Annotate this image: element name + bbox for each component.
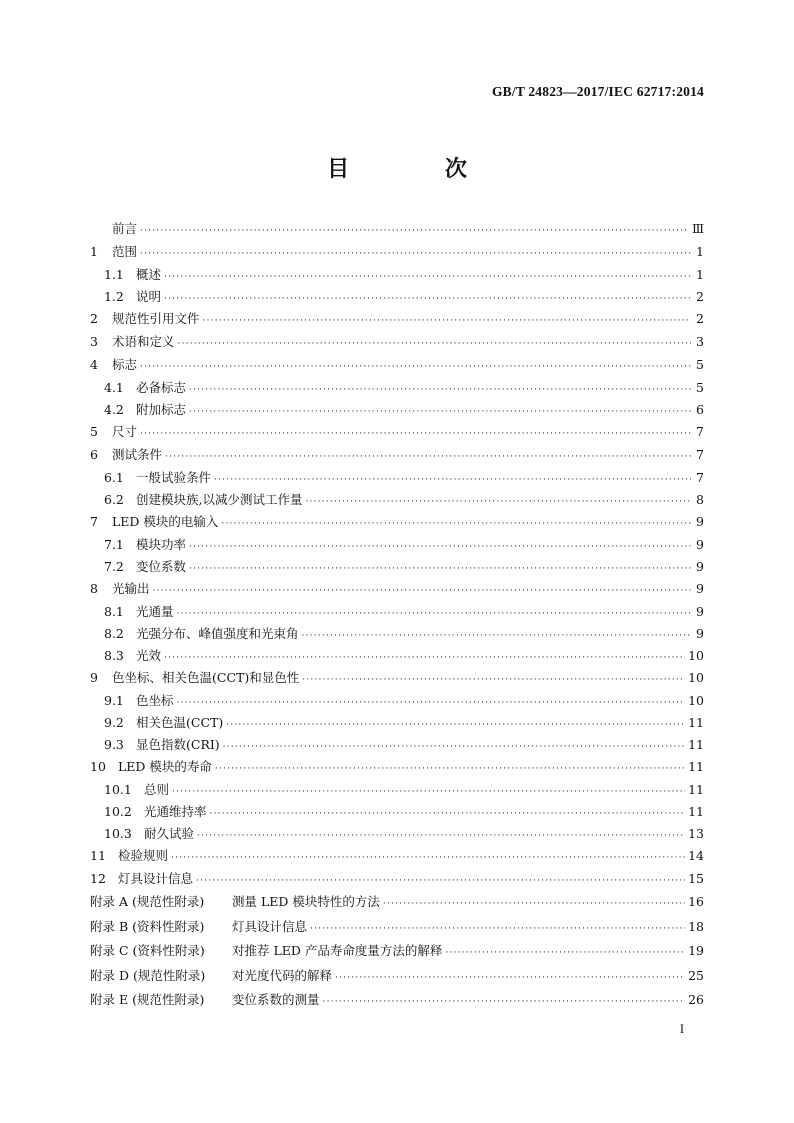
toc-entry-label: 相关色温(CCT): [136, 715, 224, 730]
toc-entry[interactable]: [90, 691, 704, 713]
toc-entry-page: 1: [696, 244, 704, 259]
toc-entry-page: 2: [696, 289, 704, 304]
toc-entry-number: 10.1: [104, 782, 132, 797]
toc-entry-number: 4.1: [104, 380, 124, 395]
toc-entry-number: 7.2: [104, 559, 124, 574]
toc-entry-number: 1.2: [104, 289, 124, 304]
toc-leader-dots: [172, 787, 685, 797]
toc-entry-label: 光通量: [136, 604, 174, 619]
toc-entry-number: 11: [90, 848, 106, 863]
toc-entry[interactable]: [90, 242, 704, 265]
toc-entry-number: 8: [90, 581, 98, 596]
toc-entry-label: LED 模块的电输入: [112, 514, 219, 529]
toc-entry[interactable]: [90, 966, 704, 991]
toc-leader-dots: [189, 385, 691, 395]
toc-leader-dots: [203, 316, 691, 326]
toc-entry-label: 光输出: [112, 581, 150, 596]
toc-entry-label: 光强分布、峰值强度和光束角: [136, 626, 299, 641]
toc-entry-page: 10: [688, 648, 704, 663]
toc-leader-dots: [323, 997, 686, 1007]
toc-entry-number: 6: [90, 447, 98, 462]
toc-entry-label: 范围: [112, 244, 138, 259]
toc-leader-dots: [210, 809, 686, 819]
toc-leader-dots: [335, 973, 685, 983]
toc-entry-page: 7: [696, 424, 704, 439]
toc-entry-number: 附录 E (规范性附录): [90, 992, 205, 1007]
toc-entry[interactable]: [90, 512, 704, 535]
standard-code: GB/T 24823—2017/IEC 62717:2014: [491, 84, 704, 99]
toc-entry-page: 11: [688, 715, 704, 730]
toc-entry-label: 色坐标、相关色温(CCT)和显色性: [112, 670, 300, 685]
toc-entry-page: 7: [696, 447, 704, 462]
toc-entry[interactable]: [90, 757, 704, 780]
toc-entry-page: 8: [696, 492, 704, 507]
toc-entry-page: 16: [688, 894, 704, 909]
toc-entry-number: 附录 D (规范性附录): [90, 967, 206, 983]
toc-leader-dots: [164, 272, 691, 282]
toc-entry-label: 规范性引用文件: [112, 311, 200, 326]
toc-entry-page: 9: [696, 604, 704, 619]
toc-entry[interactable]: [90, 332, 704, 355]
page-number: I: [679, 1022, 684, 1036]
toc-entry[interactable]: [90, 802, 704, 824]
toc-entry-number: 附录 A (规范性附录): [90, 894, 205, 909]
toc-entry-label: 变位系数: [136, 559, 187, 574]
toc-entry-page: 5: [696, 380, 704, 395]
toc-entry[interactable]: [90, 646, 704, 668]
toc-entry-label: 尺寸: [112, 424, 138, 439]
toc-entry-number: 7.1: [104, 537, 124, 552]
toc-entry-page: 10: [688, 670, 704, 685]
toc-entry-page: 14: [688, 848, 704, 863]
toc-entry-page: 2: [696, 311, 704, 326]
toc-entry-page: 18: [688, 918, 704, 934]
toc-entry[interactable]: [90, 535, 704, 557]
toc-entry-label: 显色指数(CRI): [136, 737, 220, 752]
toc-entry[interactable]: [90, 579, 704, 602]
toc-entry-label: 测量 LED 模块特性的方法: [232, 894, 380, 909]
toc-leader-dots: [223, 742, 685, 752]
toc-entry-page: 11: [688, 804, 704, 819]
toc-entry[interactable]: [90, 265, 704, 287]
toc-leader-dots: [302, 675, 685, 685]
toc-entry-label: LED 模块的寿命: [118, 759, 212, 774]
toc-entry-page: Ⅲ: [691, 221, 704, 236]
toc-entry-label: 总则: [144, 782, 170, 797]
toc-entry[interactable]: [90, 917, 704, 942]
toc-entry[interactable]: [90, 713, 704, 735]
toc-entry-number: 附录 B (资料性附录): [90, 918, 205, 934]
toc-entry[interactable]: [90, 287, 704, 309]
toc-leader-dots: [177, 609, 691, 619]
toc-entry-number: 4: [90, 357, 98, 372]
toc-entry[interactable]: [90, 378, 704, 400]
toc-leader-dots: [189, 542, 691, 552]
table-of-contents: [90, 219, 704, 1015]
toc-entry-label: 测试条件: [112, 447, 163, 462]
toc-entry-label: 对光度代码的解释: [232, 967, 333, 983]
toc-entry-label: 概述: [136, 267, 162, 282]
toc-entry-number: 9.1: [104, 693, 124, 708]
toc-leader-dots: [165, 452, 691, 462]
toc-entry-label: 检验规则: [118, 848, 169, 863]
toc-entry-label: 耐久试验: [144, 826, 195, 841]
toc-leader-dots: [164, 653, 685, 663]
toc-leader-dots: [196, 876, 685, 886]
toc-entry-number: 1: [90, 244, 98, 259]
toc-entry-number: 12: [90, 871, 106, 886]
toc-entry-number: 7: [90, 514, 98, 529]
toc-entry-number: 8.3: [104, 648, 124, 663]
toc-entry-label: 变位系数的测量: [232, 992, 320, 1007]
toc-entry-number: 6.1: [104, 470, 124, 485]
toc-entry[interactable]: [90, 309, 704, 332]
toc-entry-number: 4.2: [104, 402, 124, 417]
toc-leader-dots: [445, 948, 685, 958]
toc-entry[interactable]: [90, 892, 704, 917]
toc-entry-page: 10: [688, 693, 704, 708]
toc-entry-number: 3: [90, 334, 98, 349]
toc-entry-number: 10.2: [104, 804, 132, 819]
toc-leader-dots: [189, 564, 691, 574]
toc-entry-number: 9.3: [104, 737, 124, 752]
toc-leader-dots: [171, 853, 685, 863]
toc-entry-page: 26: [688, 992, 704, 1007]
toc-leader-dots: [140, 429, 691, 439]
toc-entry-page: 9: [696, 514, 704, 529]
toc-entry[interactable]: [90, 422, 704, 445]
toc-entry-label: 一般试验条件: [136, 470, 212, 485]
toc-entry-page: 9: [696, 626, 704, 641]
toc-entry-label: 色坐标: [136, 693, 174, 708]
toc-entry-number: 8.2: [104, 626, 124, 641]
toc-entry[interactable]: [90, 941, 704, 966]
toc-entry[interactable]: [90, 735, 704, 757]
toc-entry-number: 1.1: [104, 267, 124, 282]
toc-leader-dots: [215, 764, 685, 774]
toc-entry-label: 附加标志: [136, 402, 187, 417]
toc-entry-number: 8.1: [104, 604, 124, 619]
toc-entry-page: 7: [696, 470, 704, 485]
toc-entry-number: 10: [90, 759, 106, 774]
toc-entry[interactable]: [90, 846, 704, 869]
toc-entry[interactable]: [90, 400, 704, 422]
toc-entry-label: 灯具设计信息: [232, 918, 308, 934]
toc-entry-label: 标志: [112, 357, 138, 372]
toc-entry-page: 15: [688, 871, 704, 886]
toc-leader-dots: [221, 519, 691, 529]
toc-entry[interactable]: [90, 355, 704, 378]
toc-entry-label: 光效: [136, 648, 162, 663]
toc-entry-number: 9: [90, 670, 98, 685]
toc-entry-page: 9: [696, 581, 704, 596]
toc-entry[interactable]: [90, 624, 704, 646]
toc-leader-dots: [140, 362, 691, 372]
toc-entry-page: 13: [688, 826, 704, 841]
toc-entry-page: 11: [688, 782, 704, 797]
toc-entry-number: 5: [90, 424, 98, 439]
toc-entry[interactable]: [90, 557, 704, 579]
toc-entry[interactable]: [90, 602, 704, 624]
toc-entry-page: 5: [696, 357, 704, 372]
toc-entry-page: 9: [696, 537, 704, 552]
toc-entry-label: 必备标志: [136, 380, 187, 395]
toc-leader-dots: [164, 294, 691, 304]
toc-entry[interactable]: [90, 668, 704, 691]
toc-entry-page: 6: [696, 402, 704, 417]
toc-entry-label: 创建模块族,以减少测试工作量: [136, 492, 303, 507]
toc-entry-page: 11: [688, 759, 704, 774]
toc-entry-number: 9.2: [104, 715, 124, 730]
toc-leader-dots: [383, 899, 685, 909]
toc-entry-number: 2: [90, 311, 98, 326]
toc-entry-number: 附录 C (资料性附录): [90, 943, 205, 958]
page-title: 目 次: [327, 157, 511, 182]
toc-leader-dots: [226, 720, 685, 730]
toc-entry-page: 25: [688, 967, 704, 983]
toc-entry-label: 说明: [136, 289, 162, 304]
toc-entry-page: 9: [696, 559, 704, 574]
toc-entry[interactable]: [90, 869, 704, 892]
toc-leader-dots: [302, 631, 691, 641]
toc-entry[interactable]: [90, 445, 704, 468]
toc-leader-dots: [153, 586, 691, 596]
toc-entry-page: 11: [688, 737, 704, 752]
toc-leader-dots: [140, 226, 689, 236]
toc-leader-dots: [189, 407, 691, 417]
toc-leader-dots: [140, 249, 691, 259]
toc-leader-dots: [214, 475, 691, 485]
toc-entry-label: 光通维持率: [144, 804, 207, 819]
toc-entry[interactable]: [90, 490, 704, 512]
toc-leader-dots: [310, 924, 685, 934]
toc-entry-number: 6.2: [104, 492, 124, 507]
toc-entry-label: 术语和定义: [112, 334, 175, 349]
toc-entry[interactable]: [90, 990, 704, 1015]
toc-entry-label: 灯具设计信息: [118, 871, 194, 886]
toc-entry-label: 对推荐 LED 产品寿命度量方法的解释: [232, 943, 443, 958]
toc-entry[interactable]: [90, 824, 704, 846]
toc-leader-dots: [177, 698, 686, 708]
toc-entry-page: 1: [696, 267, 704, 282]
toc-entry[interactable]: [90, 219, 704, 242]
toc-leader-dots: [178, 339, 691, 349]
toc-entry-label: 模块功率: [136, 537, 187, 552]
toc-entry[interactable]: [90, 468, 704, 490]
toc-entry-number: 10.3: [104, 826, 132, 841]
toc-entry[interactable]: [90, 780, 704, 802]
toc-leader-dots: [305, 497, 691, 507]
toc-entry-label: 前言: [112, 221, 138, 236]
toc-entry-page: 19: [688, 943, 704, 958]
toc-leader-dots: [197, 831, 685, 841]
toc-entry-page: 3: [696, 334, 704, 349]
